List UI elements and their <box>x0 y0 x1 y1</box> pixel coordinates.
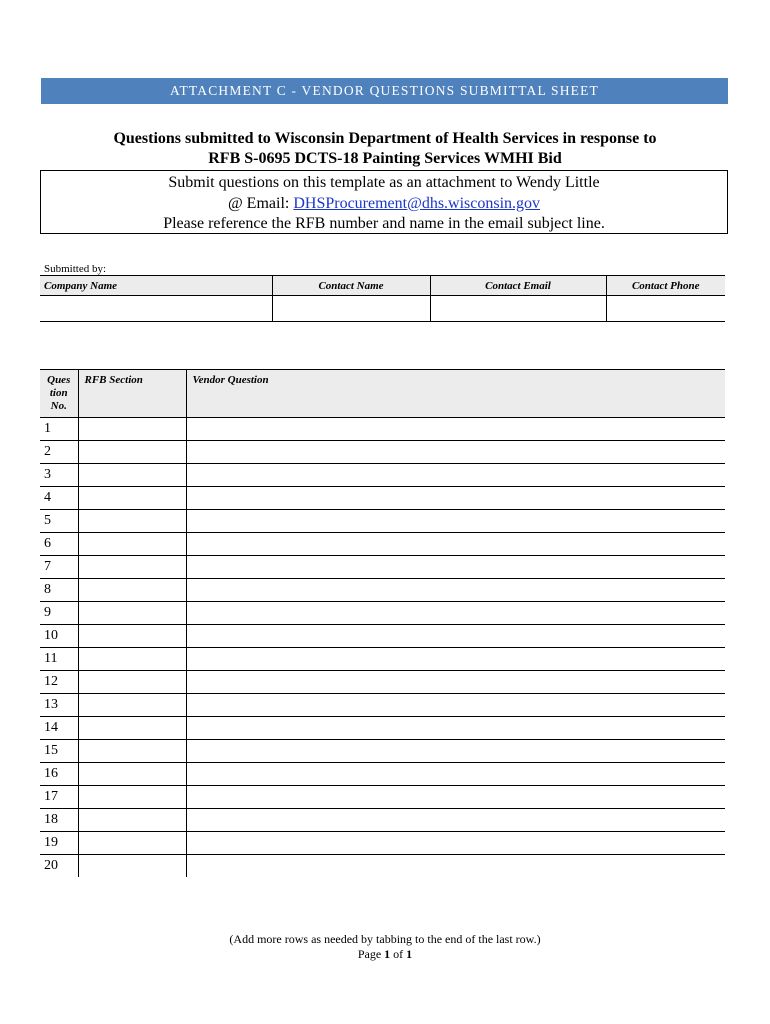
question-number: 3 <box>40 464 78 487</box>
question-row <box>40 579 725 602</box>
question-number: 1 <box>40 418 78 441</box>
question-number: 19 <box>40 832 78 855</box>
rfb-section-header: RFB Section <box>78 370 186 418</box>
question-number: 17 <box>40 786 78 809</box>
vendor-question-cell[interactable] <box>186 786 725 809</box>
vendor-question-cell[interactable] <box>186 671 725 694</box>
vendor-question-cell[interactable] <box>186 418 725 441</box>
rfb-section-cell[interactable] <box>78 740 186 763</box>
page-number <box>0 947 770 962</box>
vendor-question-cell[interactable] <box>186 625 725 648</box>
question-number: 12 <box>40 671 78 694</box>
vendor-question-cell[interactable] <box>186 579 725 602</box>
vendor-question-cell[interactable] <box>186 832 725 855</box>
question-number: 8 <box>40 579 78 602</box>
vendor-question-header: Vendor Question <box>186 370 725 418</box>
question-number-header-line-1: Ques <box>47 374 71 386</box>
instructions-line-1: Submit questions on this template as an attachment to Wendy Little <box>168 174 600 191</box>
contact-name-header: Contact Name <box>272 276 430 296</box>
question-number: 7 <box>40 556 78 579</box>
vendor-question-cell[interactable] <box>186 694 725 717</box>
question-number: 2 <box>40 441 78 464</box>
rfb-section-cell[interactable] <box>78 464 186 487</box>
question-row <box>40 855 725 878</box>
page-current: 1 <box>384 947 391 961</box>
vendor-question-cell[interactable] <box>186 809 725 832</box>
rfb-section-cell[interactable] <box>78 441 186 464</box>
question-row <box>40 441 725 464</box>
vendor-question-cell[interactable] <box>186 487 725 510</box>
email-link[interactable]: DHSProcurement@dhs.wisconsin.gov <box>293 194 541 212</box>
question-number: 14 <box>40 717 78 740</box>
question-number: 4 <box>40 487 78 510</box>
question-row <box>40 694 725 717</box>
heading-line-1: Questions submitted to Wisconsin Department of Health Services in response to <box>113 130 657 147</box>
rfb-section-cell[interactable] <box>78 510 186 533</box>
question-row <box>40 533 725 556</box>
question-number: 10 <box>40 625 78 648</box>
contact-phone-header: Contact Phone <box>606 276 725 296</box>
vendor-question-cell[interactable] <box>186 648 725 671</box>
question-row <box>40 809 725 832</box>
rfb-section-cell[interactable] <box>78 763 186 786</box>
page-total: 1 <box>406 947 413 961</box>
question-number: 6 <box>40 533 78 556</box>
rfb-section-cell[interactable] <box>78 579 186 602</box>
rfb-section-cell[interactable] <box>78 418 186 441</box>
attachment-banner: ATTACHMENT C - VENDOR QUESTIONS SUBMITTAL SHEET <box>41 78 728 104</box>
vendor-question-cell[interactable] <box>186 717 725 740</box>
question-number: 16 <box>40 763 78 786</box>
page-footer <box>0 932 770 962</box>
vendor-question-cell[interactable] <box>186 510 725 533</box>
contact-email-header: Contact Email <box>430 276 606 296</box>
rfb-section-cell[interactable] <box>78 556 186 579</box>
rfb-section-cell[interactable] <box>78 487 186 510</box>
rfb-section-cell[interactable] <box>78 786 186 809</box>
vendor-question-cell[interactable] <box>186 855 725 878</box>
rfb-section-cell[interactable] <box>78 533 186 556</box>
question-row <box>40 487 725 510</box>
vendor-question-cell[interactable] <box>186 763 725 786</box>
instructions-line-3: Please reference the RFB number and name in the email subject line. <box>163 215 605 232</box>
page-of: of <box>390 947 407 961</box>
vendor-question-cell[interactable] <box>186 533 725 556</box>
question-row <box>40 602 725 625</box>
rfb-section-cell[interactable] <box>78 809 186 832</box>
company-name-header: Company Name <box>40 276 272 296</box>
question-number: 20 <box>44 858 58 873</box>
instructions-line-2 <box>41 194 727 215</box>
question-number-header <box>40 370 78 418</box>
question-number: 11 <box>40 648 78 671</box>
company-name-field[interactable] <box>40 296 272 322</box>
contact-name-field[interactable] <box>272 296 430 322</box>
vendor-question-cell[interactable] <box>186 441 725 464</box>
question-number-header-line-3: No. <box>50 400 67 412</box>
question-number: 9 <box>40 602 78 625</box>
document-heading <box>40 129 730 169</box>
heading-line-2: RFB S-0695 DCTS-18 Painting Services WMHI Bid <box>208 150 562 167</box>
question-row <box>40 717 725 740</box>
question-number: 18 <box>40 809 78 832</box>
vendor-question-cell[interactable] <box>186 464 725 487</box>
question-row <box>40 625 725 648</box>
contact-email-field[interactable] <box>430 296 606 322</box>
question-number: 5 <box>40 510 78 533</box>
vendor-question-cell[interactable] <box>186 740 725 763</box>
question-row <box>40 832 725 855</box>
question-number: 15 <box>40 740 78 763</box>
question-row <box>40 763 725 786</box>
questions-table <box>40 369 725 877</box>
rfb-section-cell[interactable] <box>78 625 186 648</box>
questions-header-row <box>40 370 725 418</box>
instructions-box <box>40 170 728 234</box>
rfb-section-cell[interactable] <box>78 694 186 717</box>
page-prefix: Page <box>357 947 385 961</box>
question-row <box>40 556 725 579</box>
email-prefix: @ Email: <box>227 194 294 212</box>
rfb-section-cell[interactable] <box>78 602 186 625</box>
question-row <box>40 648 725 671</box>
question-row <box>40 510 725 533</box>
rfb-section-cell[interactable] <box>78 648 186 671</box>
contact-input-row <box>40 296 725 322</box>
question-row <box>40 671 725 694</box>
rfb-section-cell[interactable] <box>78 855 186 878</box>
submitted-by-label: Submitted by: <box>44 263 107 275</box>
question-row <box>40 740 725 763</box>
rfb-section-cell[interactable] <box>78 717 186 740</box>
rfb-section-cell[interactable] <box>78 671 186 694</box>
contact-table <box>40 275 725 322</box>
vendor-question-cell[interactable] <box>186 602 725 625</box>
rfb-section-cell[interactable] <box>78 832 186 855</box>
vendor-question-cell[interactable] <box>186 556 725 579</box>
contact-header-row <box>40 276 725 296</box>
footer-note: (Add more rows as needed by tabbing to the end of the last row.) <box>229 932 541 946</box>
question-row <box>40 418 725 441</box>
question-row <box>40 786 725 809</box>
contact-phone-field[interactable] <box>606 296 725 322</box>
question-row <box>40 464 725 487</box>
question-number-header-line-2: tion <box>49 387 68 399</box>
question-number: 13 <box>40 694 78 717</box>
